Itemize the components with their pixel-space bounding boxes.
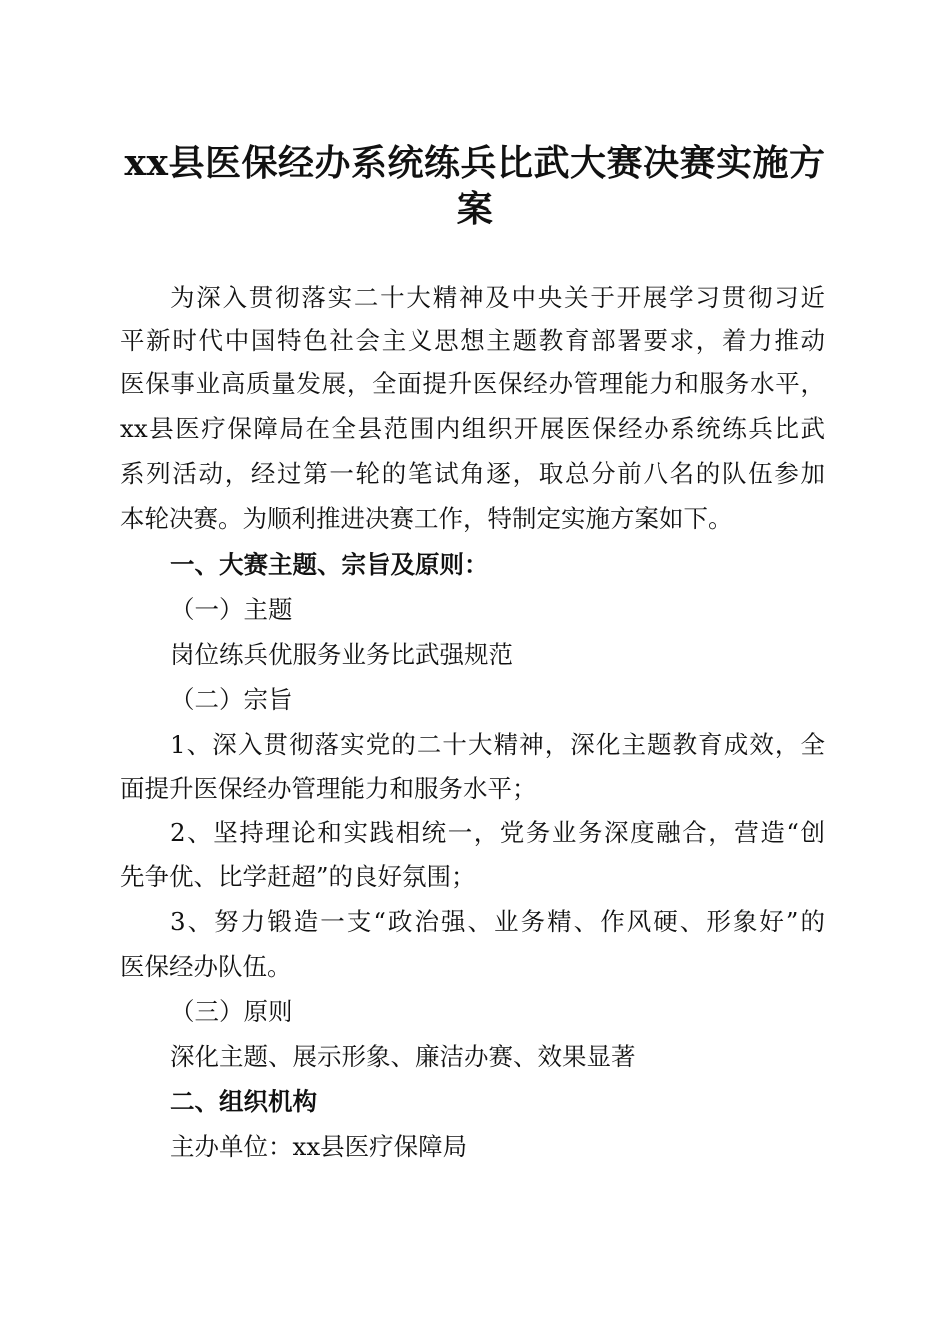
intro-paragraph-line: 系列活动，经过第一轮的笔试角逐，取总分前八名的队伍参加 [120,459,825,488]
intro-paragraph-line: 本轮决赛。为顺利推进决赛工作，特制定实施方案如下。 [120,504,733,533]
intro-paragraph-line: 平新时代中国特色社会主义思想主题教育部署要求，着力推动 [120,326,825,355]
intro-paragraph-line: xx县医疗保障局在全县范围内组织开展医保经办系统练兵比武 [120,414,825,443]
section-heading-organization: 二、组织机构 [170,1087,317,1116]
document-title: xx县医保经办系统练兵比武大赛决赛实施方 [124,142,826,184]
theme-text: 岗位练兵优服务业务比武强规范 [170,640,513,669]
aim-item-2-continued: 先争优、比学赶超”的良好氛围； [120,862,476,891]
document-title-continued: 案 [456,188,494,230]
intro-paragraph-line: 为深入贯彻落实二十大精神及中央关于开展学习贯彻习近 [170,283,825,312]
aim-item-1-continued: 面提升医保经办管理能力和服务水平； [120,774,537,803]
aim-item-2: 2、坚持理论和实践相统一，党务业务深度融合，营造“创 [170,818,825,847]
principle-text: 深化主题、展示形象、廉洁办赛、效果显著 [170,1042,636,1071]
organizer-text: 主办单位：xx县医疗保障局 [170,1132,468,1161]
section-heading-theme-aim-principle: 一、大赛主题、宗旨及原则： [170,550,489,579]
aim-item-3-continued: 医保经办队伍。 [120,952,292,981]
subheading-theme: （一）主题 [170,595,293,624]
intro-paragraph-line: 医保事业高质量发展，全面提升医保经办管理能力和服务水平， [120,369,825,398]
aim-item-1: 1、深入贯彻落实党的二十大精神，深化主题教育成效，全 [170,730,825,759]
subheading-aim: （二）宗旨 [170,685,293,714]
aim-item-3: 3、努力锻造一支“政治强、业务精、作风硬、形象好”的 [170,907,825,936]
subheading-principle: （三）原则 [170,997,293,1026]
